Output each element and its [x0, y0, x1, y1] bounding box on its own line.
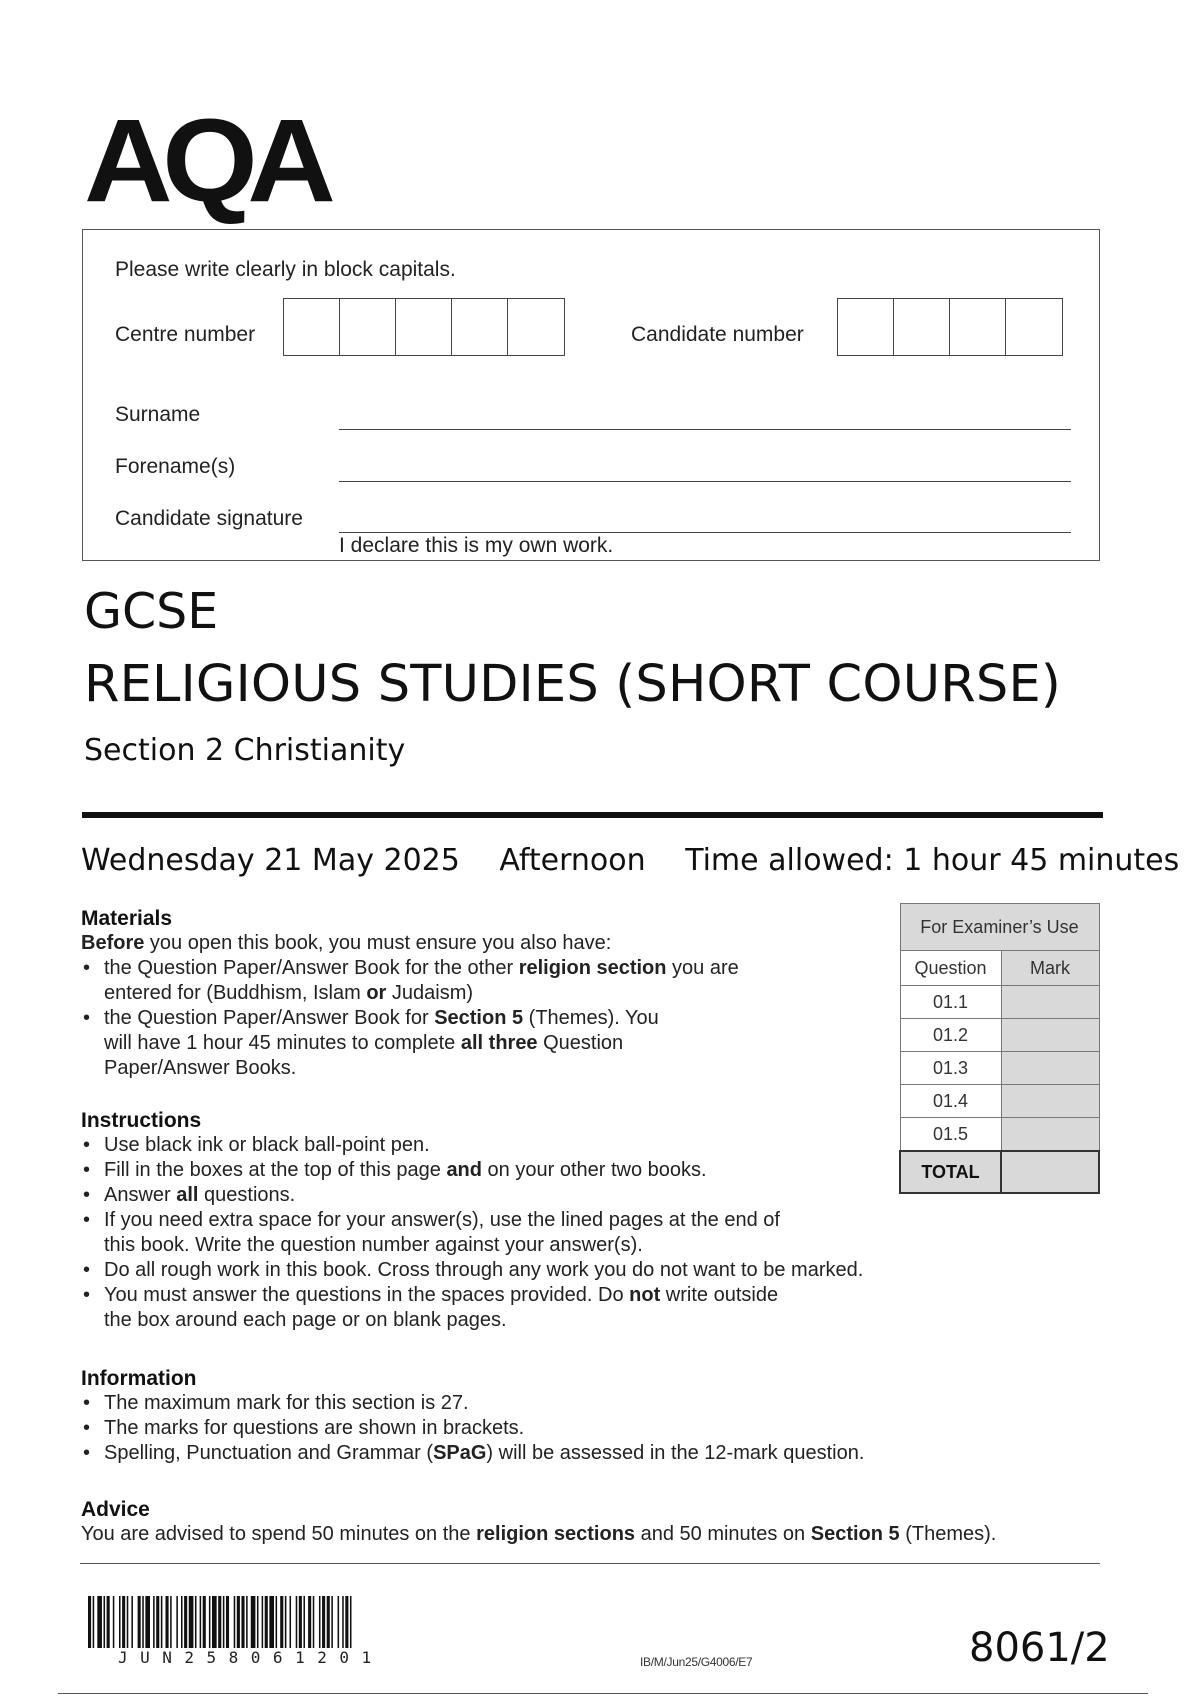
- barcode-bar: [145, 1596, 150, 1648]
- question-number: 01.2: [900, 1019, 1001, 1052]
- barcode-bar: [345, 1596, 348, 1648]
- barcode-bar: [142, 1596, 144, 1648]
- barcode-bar: [161, 1596, 163, 1648]
- total-label: TOTAL: [900, 1151, 1001, 1193]
- advice-section: [81, 1497, 1101, 1547]
- table-row: [900, 1151, 1099, 1193]
- centre-number-digit[interactable]: [340, 299, 396, 355]
- candidate-details-box: [82, 229, 1100, 561]
- barcode-bar: [181, 1596, 183, 1648]
- barcode-bar: [209, 1596, 211, 1648]
- question-number: 01.5: [900, 1118, 1001, 1152]
- question-number: 01.3: [900, 1052, 1001, 1085]
- question-number: 01.4: [900, 1085, 1001, 1118]
- aqa-logo: AQA: [84, 95, 326, 227]
- mark-cell[interactable]: [1001, 1019, 1099, 1052]
- signature-label: Candidate signature: [115, 507, 303, 530]
- qualification-title: GCSE: [84, 583, 219, 640]
- barcode-bar: [113, 1596, 115, 1648]
- list-item: • Use black ink or black ball-point pen.: [81, 1133, 941, 1158]
- barcode-bar: [262, 1596, 264, 1648]
- barcode-bar: [93, 1596, 95, 1648]
- advice-text: You are advised to spend 50 minutes on the religion sections and 50 minutes on Section 5 (Themes).: [81, 1523, 997, 1545]
- mark-cell[interactable]: [1001, 1052, 1099, 1085]
- barcode-bar: [285, 1596, 287, 1648]
- barcode-text: JUN258061201: [118, 1648, 384, 1667]
- barcode-bar: [218, 1596, 221, 1648]
- column-header-question: Question: [900, 951, 1001, 986]
- barcode-bar: [303, 1596, 305, 1648]
- barcode-bar: [350, 1596, 352, 1648]
- barcode-bar: [331, 1596, 333, 1648]
- barcode-bar: [319, 1596, 321, 1648]
- column-header-mark: Mark: [1001, 951, 1099, 986]
- barcode-bar: [246, 1596, 248, 1648]
- barcode-bar: [223, 1596, 225, 1648]
- table-row: [900, 1019, 1099, 1052]
- barcode-bar: [265, 1596, 268, 1648]
- list-item: • Do all rough work in this book. Cross through any work you do not want to be marked.: [81, 1258, 941, 1283]
- barcode-bar: [296, 1596, 298, 1648]
- list-item: • If you need extra space for your answer(s), use the lined pages at the end of this book. Write the question number against your answer(s).: [81, 1208, 941, 1258]
- centre-number-digit[interactable]: [452, 299, 508, 355]
- barcode-bar: [104, 1596, 106, 1648]
- barcode-bar: [257, 1596, 259, 1648]
- barcode-bar: [195, 1596, 197, 1648]
- centre-number-boxes[interactable]: [283, 298, 565, 356]
- table-row: [900, 1118, 1099, 1152]
- table-row: [900, 1052, 1099, 1085]
- barcode-bar: [241, 1596, 244, 1648]
- list-item: • Fill in the boxes at the top of this page and on your other two books.: [81, 1158, 941, 1183]
- barcode-bar: [176, 1596, 178, 1648]
- barcode-bar: [203, 1596, 206, 1648]
- centre-number-digit[interactable]: [284, 299, 340, 355]
- table-row: [900, 986, 1099, 1019]
- paper-code: 8061/2: [969, 1625, 1110, 1671]
- instructions-heading: Instructions: [81, 1109, 202, 1132]
- barcode-bar: [200, 1596, 202, 1648]
- candidate-number-digit[interactable]: [894, 299, 950, 355]
- centre-number-label: Centre number: [115, 323, 256, 346]
- barcode-bar: [338, 1596, 340, 1648]
- barcode-bar: [88, 1596, 91, 1648]
- barcode-bar: [122, 1596, 125, 1648]
- surname-line[interactable]: [339, 429, 1071, 430]
- list-item: • the Question Paper/Answer Book for Section 5 (Themes). You will have 1 hour 45 minutes to complete all three Question Paper/Answer Books.: [81, 1006, 781, 1081]
- examiners-use-title: For Examiner’s Use: [900, 904, 1099, 951]
- candidate-number-label: Candidate number: [631, 323, 804, 346]
- barcode-bar: [327, 1596, 330, 1648]
- list-item: • You must answer the questions in the spaces provided. Do not write outside the box around each page or on blank pages.: [81, 1283, 941, 1333]
- barcode-bar: [299, 1596, 302, 1648]
- barcode-bar: [166, 1596, 169, 1648]
- centre-number-digit[interactable]: [508, 299, 564, 355]
- barcode-bar: [189, 1596, 194, 1648]
- advice-heading: Advice: [81, 1498, 150, 1521]
- forenames-label: Forename(s): [115, 455, 236, 478]
- barcode-bar: [237, 1596, 240, 1648]
- barcode-bar: [97, 1596, 102, 1648]
- barcode-bar: [322, 1596, 325, 1648]
- list-item: • Spelling, Punctuation and Grammar (SPaG) will be assessed in the 12-mark question.: [81, 1441, 981, 1466]
- exam-date-line: [81, 843, 1179, 878]
- candidate-number-digit[interactable]: [1006, 299, 1062, 355]
- barcode-bar: [212, 1596, 217, 1648]
- exam-date: Wednesday 21 May 2025: [81, 843, 460, 878]
- information-section: [81, 1366, 981, 1466]
- list-item: • Answer all questions.: [81, 1183, 941, 1208]
- mark-cell[interactable]: [1001, 986, 1099, 1019]
- barcode-bar: [127, 1596, 129, 1648]
- candidate-number-digit[interactable]: [838, 299, 894, 355]
- declaration-text: I declare this is my own work.: [339, 534, 614, 557]
- materials-heading: Materials: [81, 907, 173, 930]
- surname-label: Surname: [115, 403, 201, 426]
- barcode-bar: [308, 1596, 311, 1648]
- time-allowed: Time allowed: 1 hour 45 minutes: [685, 843, 1180, 878]
- information-heading: Information: [81, 1367, 197, 1390]
- barcode-bar: [153, 1596, 155, 1648]
- list-item: • The marks for questions are shown in brackets.: [81, 1416, 981, 1441]
- barcode-bar: [269, 1596, 274, 1648]
- forenames-line[interactable]: [339, 481, 1071, 482]
- signature-line[interactable]: [339, 532, 1071, 533]
- question-number: 01.1: [900, 986, 1001, 1019]
- paper-reference: IB/M/Jun25/G4006/E7: [640, 1655, 753, 1669]
- barcode-bar: [276, 1596, 278, 1648]
- subject-title: RELIGIOUS STUDIES (SHORT COURSE): [84, 655, 1061, 714]
- barcode-bar: [131, 1596, 133, 1648]
- barcode-bar: [138, 1596, 141, 1648]
- page-bottom-rule: [58, 1693, 1148, 1694]
- examiners-use-table: [899, 903, 1100, 1194]
- exam-session: Afternoon: [499, 843, 646, 878]
- instructions-section: [81, 1108, 941, 1333]
- barcode-bar: [226, 1596, 229, 1648]
- centre-number-digit[interactable]: [396, 299, 452, 355]
- barcode-bar: [280, 1596, 283, 1648]
- barcode-bar: [170, 1596, 172, 1648]
- total-mark-cell[interactable]: [1001, 1151, 1099, 1193]
- materials-intro: Before you open this book, you must ensure you also have:: [81, 932, 612, 954]
- barcode: [88, 1596, 474, 1648]
- barcode-bar: [156, 1596, 159, 1648]
- barcode-bar: [234, 1596, 236, 1648]
- block-capitals-instruction: Please write clearly in block capitals.: [115, 258, 456, 281]
- list-item: • the Question Paper/Answer Book for the other religion section you are entered for (Buddhism, Islam or Judaism): [81, 956, 781, 1006]
- candidate-number-digit[interactable]: [950, 299, 1006, 355]
- barcode-bar: [290, 1596, 292, 1648]
- title-divider: [82, 812, 1103, 818]
- barcode-bar: [119, 1596, 121, 1648]
- barcode-bar: [251, 1596, 256, 1648]
- list-item: • The maximum mark for this section is 27.: [81, 1391, 981, 1416]
- mark-cell[interactable]: [1001, 1118, 1099, 1152]
- table-row: [900, 1085, 1099, 1118]
- materials-section: [81, 906, 781, 1081]
- barcode-bar: [107, 1596, 110, 1648]
- barcode-bar: [342, 1596, 344, 1648]
- mark-cell[interactable]: [1001, 1085, 1099, 1118]
- candidate-number-boxes[interactable]: [837, 298, 1063, 356]
- footer-divider: [80, 1563, 1100, 1564]
- barcode-bar: [313, 1596, 315, 1648]
- barcode-bar: [184, 1596, 187, 1648]
- section-title: Section 2 Christianity: [84, 733, 406, 768]
